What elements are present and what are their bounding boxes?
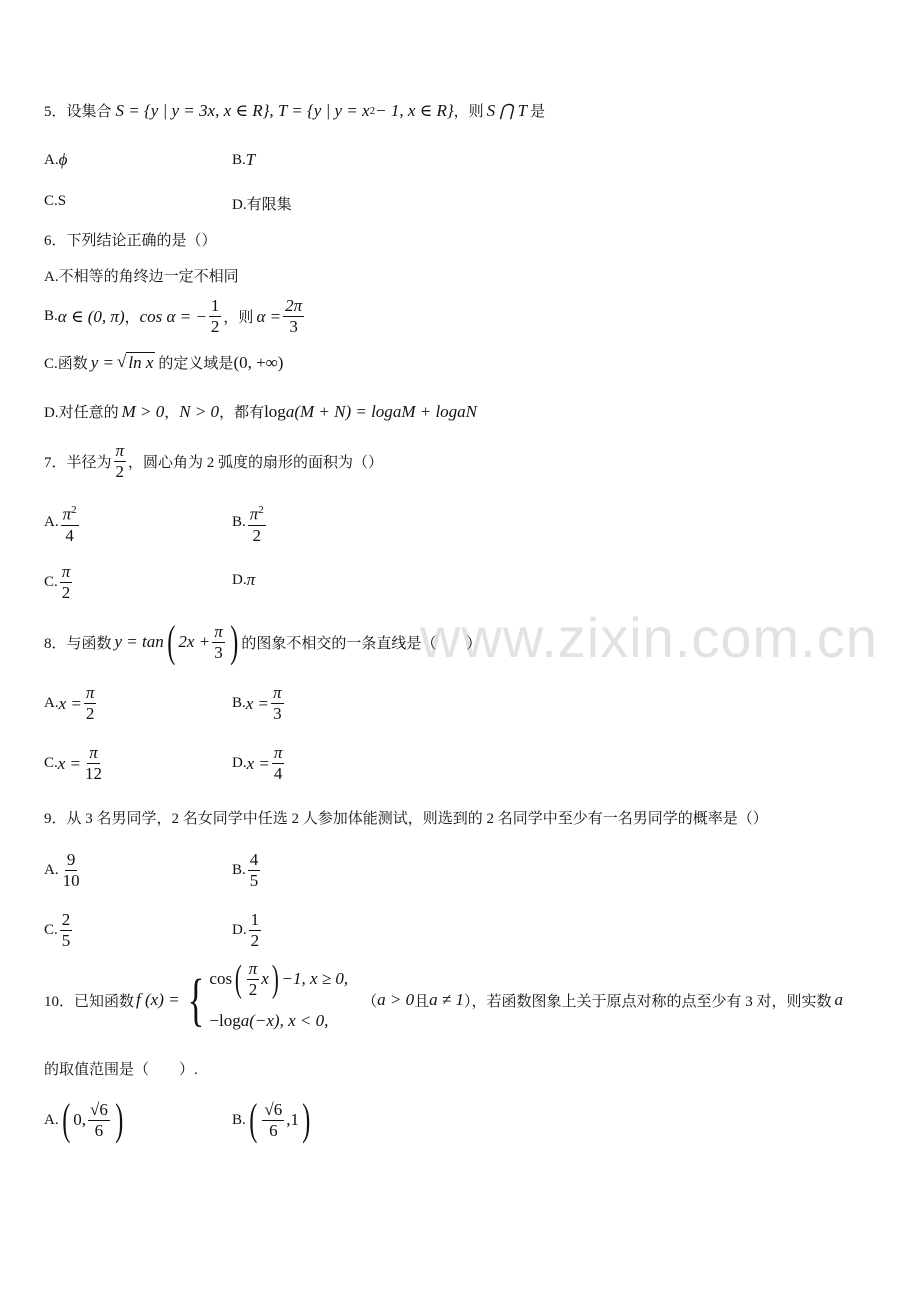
q6-option-a[interactable] [44, 265, 239, 286]
q10-cond-and: 且 [414, 993, 430, 1010]
q7-c-frac [60, 562, 73, 603]
q5-b-label: B. [232, 151, 246, 168]
q7-a-den: 4 [65, 525, 74, 545]
q10-a-frac [88, 1100, 110, 1141]
q8-c-den: 12 [85, 764, 103, 783]
q5-suffix: ，则 [453, 104, 484, 120]
q9-c-frac [60, 910, 73, 951]
q8-a-label: A. [44, 695, 59, 711]
q8-option-b[interactable] [232, 683, 286, 724]
q10-cond-close: ），若函数图象上关于原点对称的点至少有 3 对，则实数 [463, 993, 832, 1010]
q9-stem: 9．从 3 名男同学，2 名女同学中任选 2 人参加体能测试，则选到的 2 名同学中至少有一名男同学的概率是（） [44, 811, 768, 827]
q7-frac [114, 441, 127, 482]
q10-cond-open: （ [362, 993, 378, 1010]
q10-p1-den: 2 [248, 979, 258, 999]
q5-sup-x: x [207, 100, 216, 120]
q5-option-d[interactable] [232, 193, 292, 214]
q10-prefix: 10．已知函数 [44, 993, 135, 1010]
q10-piecewise [209, 958, 349, 1038]
q7-a-num: π [62, 504, 72, 524]
q6-d-expr2: M + log [401, 401, 458, 421]
q5-set-t-rest: − 1, x ∈ R} [375, 100, 454, 120]
q10-a-left: 0, [73, 1110, 86, 1129]
q6-b-then: ，则 [223, 310, 254, 326]
q9-option-a[interactable] [44, 850, 84, 891]
q6-b-cos: cos α = − [139, 306, 207, 326]
q7-c-num: π [61, 562, 71, 581]
left-paren-icon: ( [249, 1095, 258, 1144]
question-7 [44, 441, 383, 482]
q10-p1-frac [247, 959, 260, 1000]
q10-p1-rest: −1, x ≥ 0, [281, 969, 349, 988]
q8-a-den: 2 [85, 704, 95, 723]
q9-a-num: 9 [66, 850, 76, 869]
right-paren-icon: ) [230, 617, 239, 666]
q7-option-d[interactable] [232, 570, 255, 590]
q7-b-label: B. [232, 514, 246, 531]
q8-a-num: π [85, 683, 95, 702]
q7-b-den: 2 [252, 525, 262, 545]
q8-den: 3 [214, 642, 223, 662]
q6-d-sub3: a [457, 401, 466, 421]
q10-b-right: ,1 [286, 1110, 300, 1129]
q7-b-frac [248, 500, 266, 546]
q10-option-b[interactable] [232, 1095, 314, 1144]
q5-sup-2: 2 [369, 104, 376, 117]
q6-d-log1: log [264, 401, 286, 421]
q10-p1-x: x [261, 969, 269, 988]
q5-prefix: 5．设集合 [44, 104, 112, 120]
q7-d-value: π [246, 570, 256, 589]
q9-c-num: 2 [61, 910, 71, 929]
q8-d-label: D. [232, 755, 247, 771]
q6-d-sub2: a [392, 401, 402, 421]
q9-c-label: C. [44, 922, 58, 938]
q5-option-c[interactable] [44, 193, 66, 210]
question-5 [44, 100, 545, 121]
q9-c-den: 5 [61, 931, 71, 950]
left-brace-icon: { [187, 967, 204, 1032]
q6-c-sqrt [117, 352, 155, 373]
q8-prefix: 8．与函数 [44, 635, 112, 652]
q9-b-label: B. [232, 862, 246, 878]
q10-b-num: √6 [264, 1099, 283, 1119]
q7-num: π [115, 441, 125, 460]
q5-end: 是 [530, 104, 546, 120]
q6-d-m: M > 0 [121, 401, 165, 421]
q8-b-den: 3 [273, 704, 282, 723]
right-paren-icon: ) [115, 1095, 124, 1144]
q8-fn: y = tan [114, 632, 164, 651]
q8-a-frac [84, 683, 97, 724]
q10-a-den: 6 [94, 1120, 104, 1140]
q10-p2-rest: (−x), x < 0, [249, 1011, 329, 1030]
q6-c-radicand: ln x [128, 353, 154, 372]
q5-b-value: T [245, 150, 256, 169]
q10-line-2 [44, 1058, 198, 1079]
q10-var-a: a [834, 990, 843, 1009]
q10-b-frac [262, 1100, 284, 1141]
q7-b-sup: 2 [258, 504, 264, 516]
q6-b-den: 2 [210, 317, 220, 336]
q8-option-a[interactable] [44, 683, 98, 724]
q5-option-a[interactable] [44, 150, 67, 170]
q10-b-den: 6 [269, 1120, 278, 1140]
left-paren-icon: ( [167, 617, 176, 666]
q8-b-label: B. [232, 695, 246, 711]
q6-d-expr: (M + N) = log [294, 401, 393, 421]
q9-b-frac [248, 850, 261, 891]
right-paren-icon: ) [302, 1095, 311, 1144]
q6-a-text: A.不相等的角终边一定不相同 [44, 269, 239, 285]
q9-a-frac [61, 850, 82, 891]
q8-c-num: π [89, 743, 98, 762]
q7-den: 2 [115, 462, 125, 481]
q8-option-d[interactable] [232, 743, 286, 784]
q9-d-num: 1 [250, 910, 260, 929]
q8-c-x: x = [57, 753, 82, 773]
q10-cond-1: a > 0 [377, 990, 415, 1009]
q5-intersect: S ⋂ T [486, 100, 528, 120]
q7-option-a[interactable] [44, 500, 81, 546]
q7-a-sup: 2 [71, 504, 77, 516]
q10-fx: f (x) = [136, 990, 180, 1009]
q10-a-label: A. [44, 1111, 59, 1128]
q6-b-den2: 3 [289, 317, 298, 336]
q9-option-b[interactable] [232, 850, 262, 891]
q5-c-text: C.S [44, 193, 67, 209]
q6-b-label: B. [44, 308, 58, 324]
q10-line2-text: 的取值范围是（ ）. [44, 1062, 198, 1078]
q6-b-frac-1 [209, 296, 222, 337]
q7-b-num: π [249, 504, 259, 524]
q10-piece-2 [209, 1004, 348, 1038]
q6-stem: 6．下列结论正确的是（） [44, 233, 217, 249]
q8-b-frac [271, 683, 284, 724]
right-paren-icon: ) [271, 958, 279, 1000]
sqrt-icon: √ [117, 352, 127, 371]
q6-c-mid: 的定义域是 [158, 356, 234, 372]
q9-option-c[interactable] [44, 910, 74, 951]
q9-a-den: 10 [62, 871, 80, 890]
q7-d-label: D. [232, 571, 247, 588]
q10-cond-2: a ≠ 1 [429, 990, 464, 1009]
q6-option-d[interactable] [44, 401, 477, 422]
q5-set-s-rest: , x ∈ R}, T = {y | y = x [215, 100, 370, 120]
q5-a-value: ϕ [58, 150, 68, 169]
q5-a-label: A. [44, 151, 59, 168]
question-9 [44, 807, 768, 828]
q10-p2-sub: a [240, 1011, 250, 1030]
q7-suffix: ，圆心角为 2 弧度的扇形的面积为（） [128, 455, 384, 471]
q8-num: π [214, 621, 223, 641]
q5-set-s: S = {y | y = 3 [115, 100, 208, 120]
q10-piece-1 [209, 958, 349, 1000]
q8-a-x: x = [58, 693, 82, 713]
question-6 [44, 229, 217, 250]
q10-p1-num: π [248, 958, 258, 978]
q8-frac [212, 622, 225, 663]
q10-option-a[interactable] [44, 1095, 127, 1144]
q9-d-label: D. [232, 922, 247, 938]
q6-b-num: 1 [210, 296, 220, 315]
q10-p2-log: −log [209, 1011, 241, 1030]
q9-a-label: A. [44, 862, 59, 878]
q6-b-frac-2 [283, 296, 304, 337]
q5-d-text: D.有限集 [232, 197, 292, 213]
q8-d-den: 4 [273, 764, 283, 783]
q6-c-y: y = [90, 352, 115, 372]
q9-b-den: 5 [249, 871, 259, 890]
q6-b-interval: α ∈ (0, π) [57, 306, 125, 326]
q6-d-expr3: N [465, 401, 478, 421]
q8-b-num: π [273, 683, 282, 702]
q7-c-label: C. [44, 574, 58, 590]
q8-suffix: 的图象不相交的一条直线是（ ） [241, 635, 482, 652]
q5-option-b[interactable] [232, 150, 255, 170]
question-10 [44, 958, 843, 1038]
q9-d-den: 2 [250, 931, 260, 950]
q8-c-label: C. [44, 755, 58, 771]
q6-b-alpha: α = [256, 306, 282, 326]
q7-option-b[interactable] [232, 500, 268, 546]
q7-prefix: 7．半径为 [44, 455, 112, 471]
q6-c-domain: (0, +∞) [233, 352, 284, 372]
q6-d-n: N > 0 [179, 401, 220, 421]
q8-b-x: x = [245, 693, 270, 713]
left-paren-icon: ( [234, 958, 242, 1000]
q8-d-num: π [273, 743, 283, 762]
q9-b-num: 4 [249, 850, 259, 869]
q6-option-b[interactable] [44, 296, 306, 337]
q10-p1-cos: cos [209, 969, 233, 988]
question-8 [44, 617, 482, 666]
q6-b-num2: 2π [285, 296, 303, 315]
q8-d-x: x = [246, 753, 270, 773]
q7-option-c[interactable] [44, 562, 74, 603]
q6-d-sub1: a [285, 401, 295, 421]
q7-a-num-wrap [61, 500, 79, 526]
q10-b-label: B. [232, 1111, 246, 1128]
q8-option-c[interactable] [44, 743, 106, 784]
q6-d-label: D.对任意的 [44, 405, 119, 421]
q8-inner: 2x + [178, 632, 211, 651]
q8-c-frac [83, 743, 104, 784]
q6-option-c[interactable] [44, 352, 283, 373]
q6-d-sep: ， [164, 405, 180, 421]
q7-c-den: 2 [61, 583, 71, 602]
q6-d-mid: ，都有 [219, 405, 265, 421]
q7-a-frac [61, 500, 79, 546]
q9-option-d[interactable] [232, 910, 263, 951]
watermark: www.zixin.com.cn [420, 606, 878, 669]
q9-d-frac [249, 910, 262, 951]
q7-a-label: A. [44, 514, 59, 531]
q10-a-num: √6 [90, 1099, 108, 1119]
q6-c-label: C.函数 [44, 356, 88, 372]
q8-d-frac [272, 743, 285, 784]
q6-b-sep: ， [124, 310, 140, 326]
q7-b-num-wrap [248, 500, 266, 526]
left-paren-icon: ( [61, 1095, 70, 1144]
